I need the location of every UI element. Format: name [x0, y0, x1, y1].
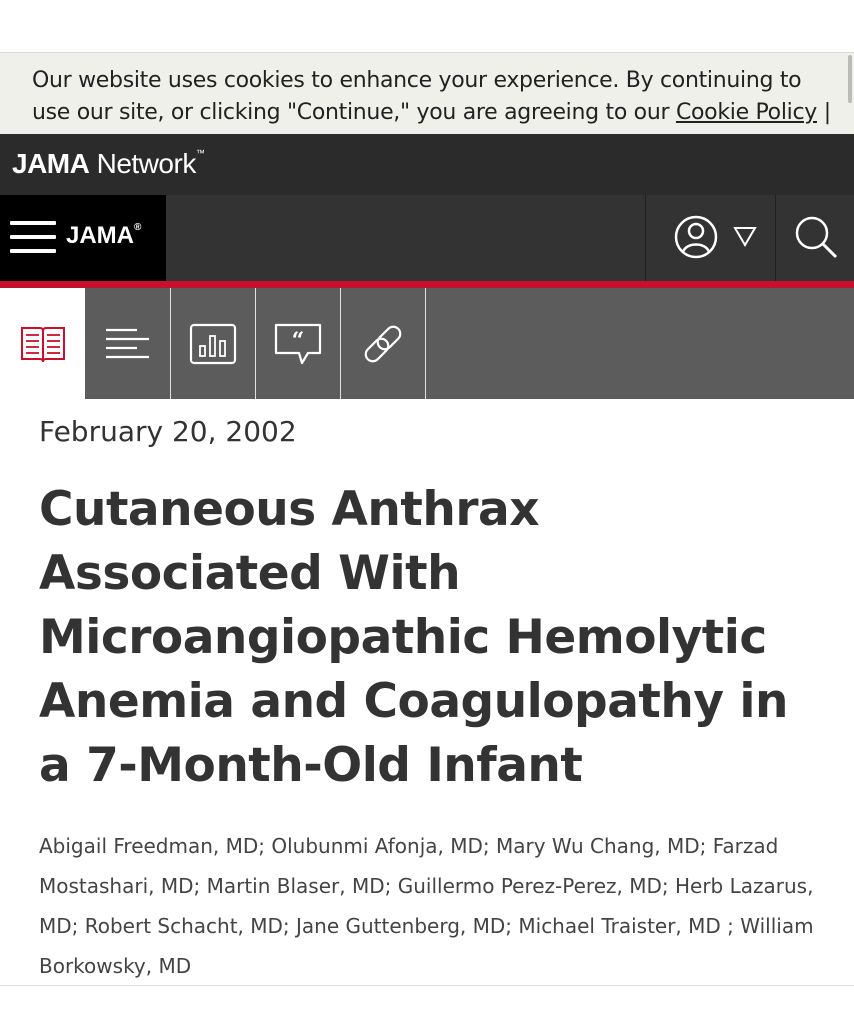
cookie-scrollbar[interactable]	[848, 55, 852, 103]
top-spacer	[0, 0, 854, 52]
book-icon	[18, 322, 68, 366]
tab-sections[interactable]	[86, 288, 171, 399]
article-title: Cutaneous Anthrax Associated With Microangiopathic Hemolytic Anemia and Coagulopathy in a 7-Month-Old Infant	[39, 482, 788, 793]
account-menu-button[interactable]	[645, 195, 775, 281]
hamburger-icon	[10, 221, 56, 253]
cookie-policy-link[interactable]: Cookie Policy	[675, 100, 817, 125]
journal-menu-button[interactable]	[0, 195, 166, 281]
cookie-banner	[0, 52, 854, 134]
list-icon	[103, 324, 153, 364]
journal-name: JAMA®	[66, 222, 142, 249]
link-icon	[358, 319, 408, 369]
jama-network-logo[interactable]: JAMA Network™	[12, 148, 205, 179]
jama-network-bar	[0, 134, 854, 195]
author-list[interactable]: Abigail Freedman, MD; Olubunmi Afonja, MD; Mary Wu Chang, MD; Farzad Mostashari, MD; Martin Blaser, MD; Guillermo Perez-Perez, MD; Herb Lazarus, MD; Robert Schacht, MD; Jane Guttenberg, MD; Michael Traister, MD ; William Borkowsky, MD	[39, 834, 814, 978]
article-toolbar	[0, 288, 854, 399]
publication-date: February 20, 2002	[39, 415, 297, 448]
bar-chart-icon	[188, 322, 238, 366]
section-divider	[0, 985, 854, 986]
cookie-message: Our website uses cookies to enhance your experience. By continuing to use our site, or clicking "Continue," you are agreeing to our Cookie Policy |	[32, 68, 831, 125]
tab-cite[interactable]	[256, 288, 341, 399]
user-icon	[646, 195, 776, 281]
journal-header	[0, 195, 854, 281]
search-button[interactable]	[775, 195, 854, 281]
tab-metrics[interactable]	[171, 288, 256, 399]
quote-icon	[272, 321, 324, 367]
tab-article[interactable]	[0, 288, 85, 399]
red-divider	[0, 281, 854, 288]
tab-share[interactable]	[341, 288, 426, 399]
svg-text:“: “	[291, 327, 305, 354]
search-icon	[776, 195, 854, 281]
article-header	[39, 410, 829, 986]
